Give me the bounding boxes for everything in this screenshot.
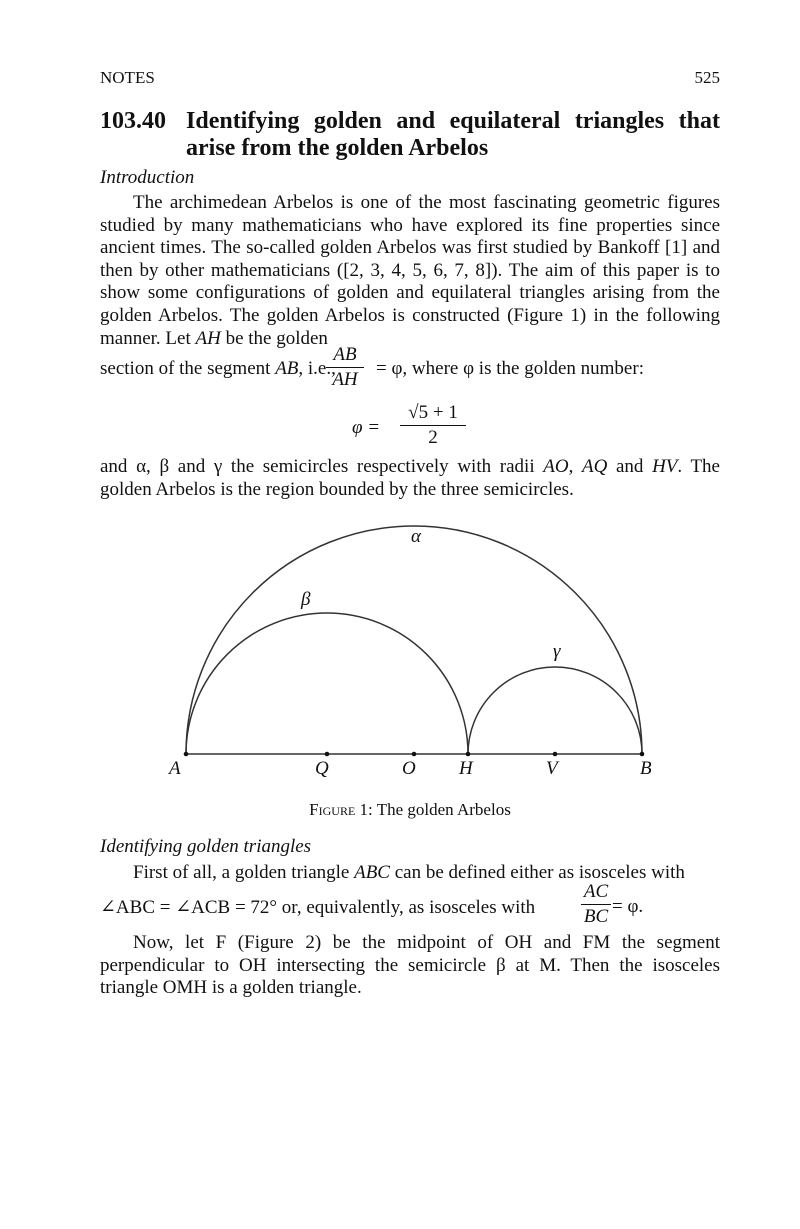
point-a [184, 752, 189, 757]
caption-number: 1: [355, 800, 373, 819]
radius-ao: AO [543, 456, 569, 477]
label-beta: β [301, 589, 311, 610]
para2-and: and [607, 456, 653, 477]
golden-section-line [100, 358, 720, 380]
ratio2-denominator: BC [583, 906, 609, 927]
point-o [412, 752, 417, 757]
fraction-bar [326, 367, 364, 368]
semicircle-gamma [468, 667, 642, 754]
ratio2-post: = φ. [612, 896, 644, 917]
label-gamma: γ [553, 641, 561, 662]
phi-denominator: 2 [428, 427, 438, 448]
label-q: Q [315, 758, 329, 779]
header-section: NOTES [100, 68, 155, 87]
golden-def-line [133, 862, 720, 884]
section-ie: , i.e., [298, 358, 336, 379]
ratio-ab-ah [326, 344, 364, 391]
label-v: V [546, 758, 558, 779]
section-post: = φ, where φ is the golden number: [376, 358, 644, 379]
point-h [466, 752, 471, 757]
intro-paragraph [100, 192, 720, 350]
label-a: A [169, 758, 181, 779]
phi-lhs: φ = [352, 417, 381, 438]
semicircle-beta [186, 613, 468, 754]
golden-heading: Identifying golden triangles [100, 836, 312, 857]
radius-hv: HV [652, 456, 678, 477]
ratio-denominator: AH [332, 369, 358, 390]
semicircle-alpha [186, 526, 642, 754]
label-o: O [402, 758, 416, 779]
ratio2-numerator: AC [583, 881, 609, 902]
para2-end: . The golden Arbelos is the region bounded by the three semicircles. [100, 456, 720, 500]
phi-fraction [400, 402, 466, 449]
article-number: 103.40 [100, 108, 166, 134]
caption-prefix: Figure [309, 800, 356, 819]
figure-caption [100, 800, 720, 820]
para2-sep: , [568, 456, 582, 477]
ratio-ac-bc [581, 881, 611, 928]
ratio-numerator: AB [333, 344, 357, 365]
intro-text: The archimedean Arbelos is one of the most fascinating geometric figures studied by many mathematicians who have explored its fine properties since ancient times. The so-called golden Arbelos was first studied by Bankoff [1] and then by other mathematicians ([2, 3, 4, 5, 6, 7, 8]). The aim of this paper is to show some configurations of golden and equilateral triangles arising from the golden Arbelos. The golden Arbelos is constructed (Figure 1) in the following manner. Let [100, 192, 720, 349]
point-v [553, 752, 558, 757]
intro-heading: Introduction [100, 167, 195, 188]
article-title-text: Identifying golden and equilateral triangles that arise from the golden Arbelos [186, 108, 720, 161]
golden-def-text: First of all, a golden triangle [133, 862, 355, 883]
point-b [640, 752, 645, 757]
section-pre: section of the segment [100, 358, 276, 379]
label-alpha: α [411, 526, 421, 547]
radius-aq: AQ [581, 456, 608, 477]
golden-paragraph-2: Now, let F (Figure 2) be the midpoint of OH and FM the segment perpendicular to OH intersecting the semicircle β at M. Then the isosceles triangle OMH is a golden triangle. [100, 932, 720, 999]
section-ab: AB [275, 358, 299, 379]
fraction-bar [400, 425, 466, 426]
caption-text: The golden Arbelos [372, 800, 511, 819]
intro-ah: AH [195, 327, 221, 349]
intro-text-end: be the golden [220, 327, 328, 349]
triangle-abc: ABC [354, 862, 390, 883]
semicircles-paragraph [100, 456, 720, 501]
phi-numerator: √5 + 1 [408, 402, 458, 423]
angle-line: ∠ABC = ∠ACB = 72° or, equivalently, as isosceles with [100, 897, 536, 918]
point-q [325, 752, 330, 757]
para2-text: and α, β and γ the semicircles respectively with radii [100, 456, 544, 477]
golden-def-end: can be defined either as isosceles with [389, 862, 685, 883]
label-h: H [459, 758, 473, 779]
page-number: 525 [694, 68, 720, 87]
fraction-bar [581, 904, 611, 905]
label-b: B [640, 758, 652, 779]
